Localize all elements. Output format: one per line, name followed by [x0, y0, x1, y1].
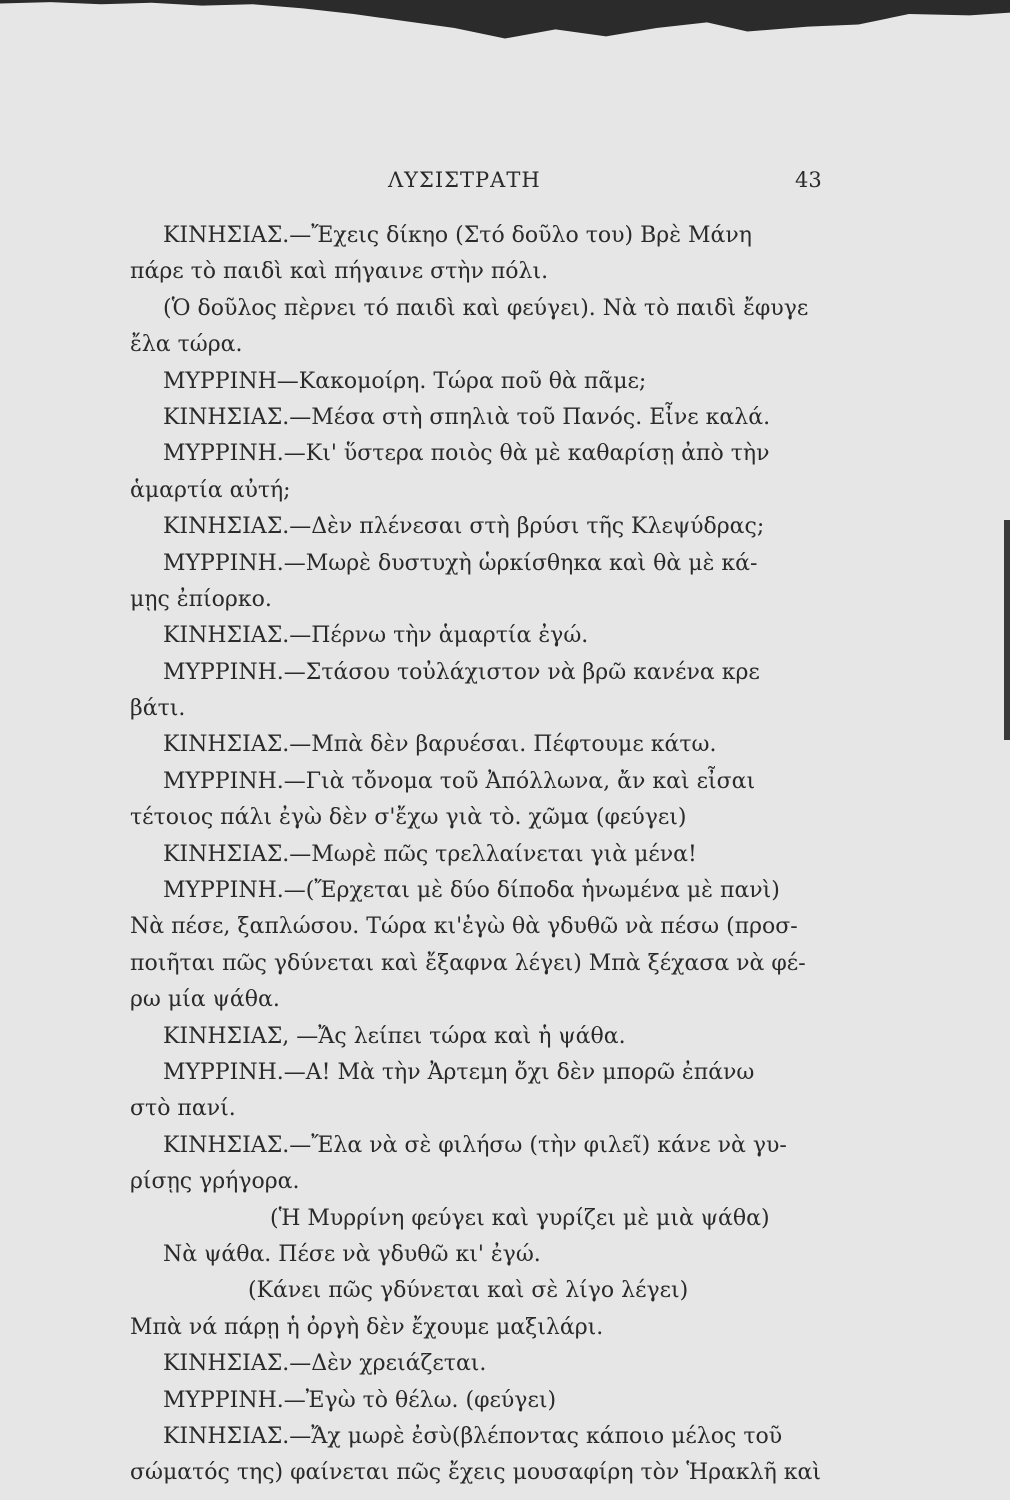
text-line: τέτοιος πάλι ἐγὼ δὲν σ'ἔχω γιὰ τὸ. χῶμα (φεύγει)	[130, 805, 687, 831]
text-line: ΜΥΡΡΙΝΗ.—Μωρὲ δυστυχὴ ὡρκίσθηκα καὶ θὰ μὲ κά-	[163, 550, 758, 576]
text-line: (Ὁ δοῦλος πὲρνει τό παιδὶ καὶ φεύγει). Νὰ τὸ παιδὶ ἔφυγε	[163, 295, 809, 321]
text-line: ΚΙΝΗΣΙΑΣ.—Μωρὲ πῶς τρελλαίνεται γιὰ μένα!	[163, 841, 697, 867]
text-line: ΜΥΡΡΙΝΗ.—(Ἔρχεται μὲ δύο δίποδα ἡνωμένα μὲ πανὶ)	[163, 878, 780, 904]
text-line: ΚΙΝΗΣΙΑΣ.—Μέσα στὴ σπηλιὰ τοῦ Πανός. Εἶνε καλά.	[163, 404, 771, 430]
text-line: ΜΥΡΡΙΝΗ.—Στάσου τοὐλάχιστον νὰ βρῶ κανένα κρε	[163, 659, 760, 685]
text-line: Νὰ ψάθα. Πέσε νὰ γδυθῶ κι' ἐγώ.	[163, 1241, 541, 1267]
stage-direction: (Κάνει πῶς γδύνεται καὶ σὲ λίγο λέγει)	[248, 1278, 689, 1304]
text-line: ΚΙΝΗΣΙΑΣ, —Ἄς λείπει τώρα καὶ ἡ ψάθα.	[163, 1023, 626, 1049]
text-line: ποιῆται πῶς γδύνεται καὶ ἔξαφνα λέγει) Μπὰ ξέχασα νὰ φέ-	[130, 950, 806, 976]
text-line: ΚΙΝΗΣΙΑΣ.—Δὲν χρειάζεται.	[163, 1351, 487, 1377]
text-line: ΜΥΡΡΙΝΗ.—Α! Μὰ τὴν Ἀρτεμη ὄχι δὲν μπορῶ ἐπάνω	[163, 1059, 755, 1085]
text-line: στὸ πανί.	[130, 1096, 236, 1122]
torn-page-edge	[0, 0, 1010, 70]
text-line: βάτι.	[130, 696, 186, 722]
text-line: μῃς ἐπίορκο.	[130, 586, 272, 612]
text-line: ΚΙΝΗΣΙΑΣ.—Πέρνω τὴν ἁμαρτία ἐγώ.	[163, 623, 589, 649]
text-line: ρίσῃς γρήγορα.	[130, 1169, 300, 1195]
running-header	[0, 168, 1010, 198]
text-line: ΚΙΝΗΣΙΑΣ.—Ἔχεις δίκηο (Στό δοῦλο του) Βρὲ Μάνη	[163, 223, 752, 248]
text-line: ΚΙΝΗΣΙΑΣ.—Ἔλα νὰ σὲ φιλήσω (τὴν φιλεῖ) κάνε νὰ γυ-	[163, 1132, 787, 1158]
text-line: ΜΥΡΡΙΝΗ.—Γιὰ τὄνομα τοῦ Ἀπόλλωνα, ἄν καὶ εἶσαι	[163, 768, 756, 794]
text-line: ΚΙΝΗΣΙΑΣ.—Μπὰ δὲν βαρυέσαι. Πέφτουμε κάτω.	[163, 732, 717, 758]
page-number: 43	[795, 168, 822, 192]
page-edge-shadow	[1004, 520, 1010, 740]
text-line: ΜΥΡΡΙΝΗ.—Κι' ὕστερα ποιὸς θὰ μὲ καθαρίσῃ ἀπὸ τὴν	[163, 441, 770, 467]
text-line: ΚΙΝΗΣΙΑΣ.—Ἄχ μωρὲ ἐσὺ(βλέποντας κάποιο μέλος τοῦ	[163, 1423, 783, 1449]
running-title: ΛΥΣΙΣΤΡΑΤΗ	[388, 168, 541, 192]
text-line: Νὰ πέσε, ξαπλώσου. Τώρα κι'ἐγὼ θὰ γδυθῶ νὰ πέσω (προσ-	[130, 914, 798, 940]
text-line: σώματός της) φαίνεται πῶς ἔχεις μουσαφίρη τὸν Ἡρακλῆ καὶ	[130, 1460, 822, 1486]
text-line: Μπὰ νά πάρῃ ἡ ὀργὴ δὲν ἔχουμε μαξιλάρι.	[130, 1314, 604, 1340]
text-line: ΜΥΡΡΙΝΗ.—Ἐγὼ τὸ θέλω. (φεύγει)	[163, 1387, 557, 1413]
text-line: ΚΙΝΗΣΙΑΣ.—Δὲν πλένεσαι στὴ βρύσι τῆς Κλεψύδρας;	[163, 514, 765, 540]
text-line: ἁμαρτία αὐτή;	[130, 477, 291, 503]
text-line: πάρε τὸ παιδὶ καὶ πήγαινε στὴν πόλι.	[130, 259, 549, 285]
text-line: ἔλα τώρα.	[130, 332, 243, 358]
body-text	[130, 218, 830, 1492]
stage-direction: (Ἡ Μυρρίνη φεύγει καὶ γυρίζει μὲ μιὰ ψάθα)	[270, 1205, 770, 1231]
text-line: ρω μία ψάθα.	[130, 987, 280, 1013]
text-line: ΜΥΡΡΙΝΗ—Κακομοίρη. Τώρα ποῦ θὰ πᾶμε;	[163, 368, 647, 394]
